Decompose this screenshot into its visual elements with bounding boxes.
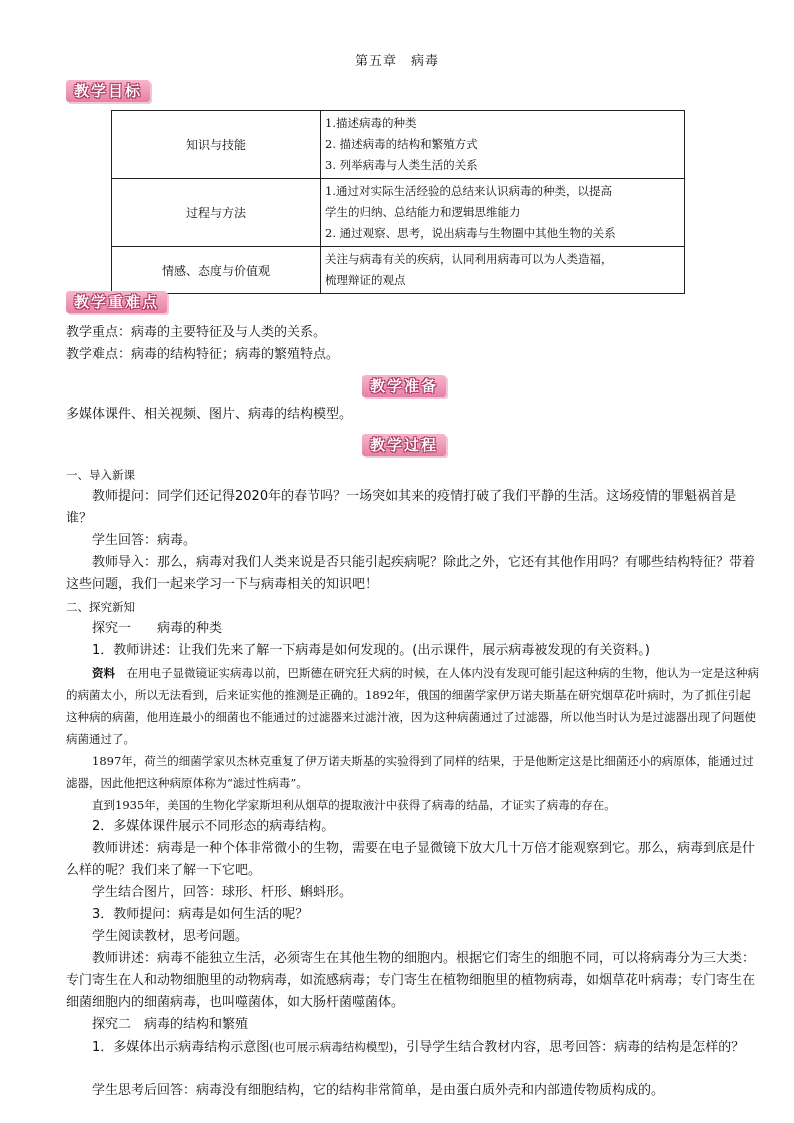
goal-line: 3. 列举病毒与人类生活的关系: [325, 158, 478, 172]
goal-value-attitude: [321, 247, 685, 294]
explore-one-step2: 2．多媒体课件展示不同形态的病毒结构。: [92, 819, 335, 834]
badge-preparation: 教学准备: [362, 375, 446, 397]
explore-one-teacher-talk: 教师讲述：病毒是一种个体非常微小的生物，需要在电子显微镜下放大几十万倍才能观察到它。那么，病毒到底是什么样的呢？我们来了解一下它吧。: [66, 841, 756, 878]
goal-line: 学生的归纳、总结能力和逻辑思维能力: [325, 205, 521, 219]
goals-table: [111, 110, 685, 294]
material-label: 资料: [92, 666, 115, 680]
explore-one-step3: 3．教师提问：病毒是如何生活的呢？: [92, 907, 309, 922]
explore-two-step1: [66, 1036, 760, 1059]
material-text: 在用电子显微镜证实病毒以前，巴斯德在研究狂犬病的时候，在人体内没有发现可能引起这种病的生物，他认为一定是这种病的病菌太小，所以无法看到，后来证实他的推测是正确的。1892年，俄国的细菌学家伊万诺夫斯基在研究烟草花叶病时，为了抓住引起这种病的病菌，他用连最小的细菌也不能通过的过滤器来过滤汁液，因为这种病菌通过了过滤器，所以他当时认为是过滤器出现了问题使病菌通过了。: [66, 666, 759, 746]
table-row: [112, 247, 685, 294]
step-text: ，引导学生结合教材内容，思考回答：病毒的结构是怎样的？: [393, 1040, 745, 1055]
goal-line: 梳理辩证的观点: [325, 273, 406, 287]
goal-label-knowledge: 知识与技能: [112, 111, 321, 179]
section-heading-explore: 二、探究新知: [66, 600, 135, 614]
goal-line: 2. 通过观察、思考，说出病毒与生物圈中其他生物的关系: [325, 226, 616, 240]
explore-one-teacher-explain: 教师讲述：病毒不能独立生活，必须寄生在其他生物的细胞内。根据它们寄生的细胞不同，可以将病毒分为三大类：专门寄生在人和动物细胞里的动物病毒，如流感病毒；专门寄生在植物细胞里的植物病毒，如烟草花叶病毒；专门寄生在细菌细胞内的细菌病毒，也叫噬菌体，如大肠杆菌噬菌体。: [66, 951, 756, 1010]
explore-one-step1: 1．教师讲述：让我们先来了解一下病毒是如何发现的。(出示课件，展示病毒被发现的有关资料。): [92, 643, 650, 658]
explore-one-student-read: 学生阅读教材，思考问题。: [92, 929, 249, 944]
explore-two-heading: 探究二 病毒的结构和繁殖: [92, 1017, 249, 1032]
goal-label-process: 过程与方法: [112, 179, 321, 247]
goal-line: 1.描述病毒的种类: [325, 116, 417, 130]
goal-line: 关注与病毒有关的疾病，认同利用病毒可以为人类造福，: [325, 252, 613, 266]
prep-text: 多媒体课件、相关视频、图片、病毒的结构模型。: [66, 407, 353, 422]
goal-value-knowledge: [321, 111, 685, 179]
table-row: [112, 111, 685, 179]
key-difficulty: 教学难点：病毒的结构特征；病毒的繁殖特点。: [66, 347, 340, 362]
explore-two-student-answer: 学生思考后回答：病毒没有细胞结构，它的结构非常简单，是由蛋白质外壳和内部遗传物质构成的。: [92, 1083, 665, 1098]
material-paragraph-2: 1897年，荷兰的细菌学家贝杰林克重复了伊万诺夫斯基的实验得到了同样的结果，于是他断定这是比细菌还小的病原体，能通过过滤器，因此他把这种病原体称为“滤过性病毒”。: [66, 754, 754, 790]
step-note: (也可展示病毒结构模型): [269, 1040, 394, 1054]
material-paragraph-3: 直到1935年，美国的生物化学家斯坦利从烟草的提取液汁中获得了病毒的结晶，才证实了病毒的存在。: [92, 798, 616, 812]
key-focus: 教学重点：病毒的主要特征及与人类的关系。: [66, 325, 327, 340]
explore-one-student-answer: 学生结合图片，回答：球形、杆形、蝌蚪形。: [92, 885, 353, 900]
goal-label-attitude: 情感、态度与价值观: [112, 247, 321, 294]
goal-line: 2. 描述病毒的结构和繁殖方式: [325, 137, 478, 151]
paragraph-teacher-question: 教师提问：同学们还记得2020年的春节吗？一场突如其来的疫情打破了我们平静的生活。这场疫情的罪魁祸首是谁？: [66, 489, 737, 526]
paragraph-student-answer: 学生回答：病毒。: [92, 533, 197, 548]
badge-teaching-goals: 教学目标: [66, 80, 150, 102]
goal-value-process: [321, 179, 685, 247]
badge-key-points: 教学重难点: [66, 291, 167, 313]
step-text: 1．多媒体出示病毒结构示意图: [92, 1040, 270, 1055]
badge-process: 教学过程: [362, 434, 446, 456]
table-row: [112, 179, 685, 247]
material-paragraph-1: [66, 662, 760, 750]
goal-line: 1.通过对实际生活经验的总结来认识病毒的种类，以提高: [325, 184, 612, 198]
section-heading-intro: 一、导入新课: [66, 468, 135, 482]
paragraph-teacher-intro: 教师导入：那么，病毒对我们人类来说是否只能引起疾病呢？除此之外，它还有其他作用吗？有哪些结构特征？带着这些问题，我们一起来学习一下与病毒相关的知识吧！: [66, 555, 756, 592]
chapter-title: 第五章 病毒: [354, 54, 439, 69]
explore-one-heading: 探究一 病毒的种类: [92, 621, 223, 636]
